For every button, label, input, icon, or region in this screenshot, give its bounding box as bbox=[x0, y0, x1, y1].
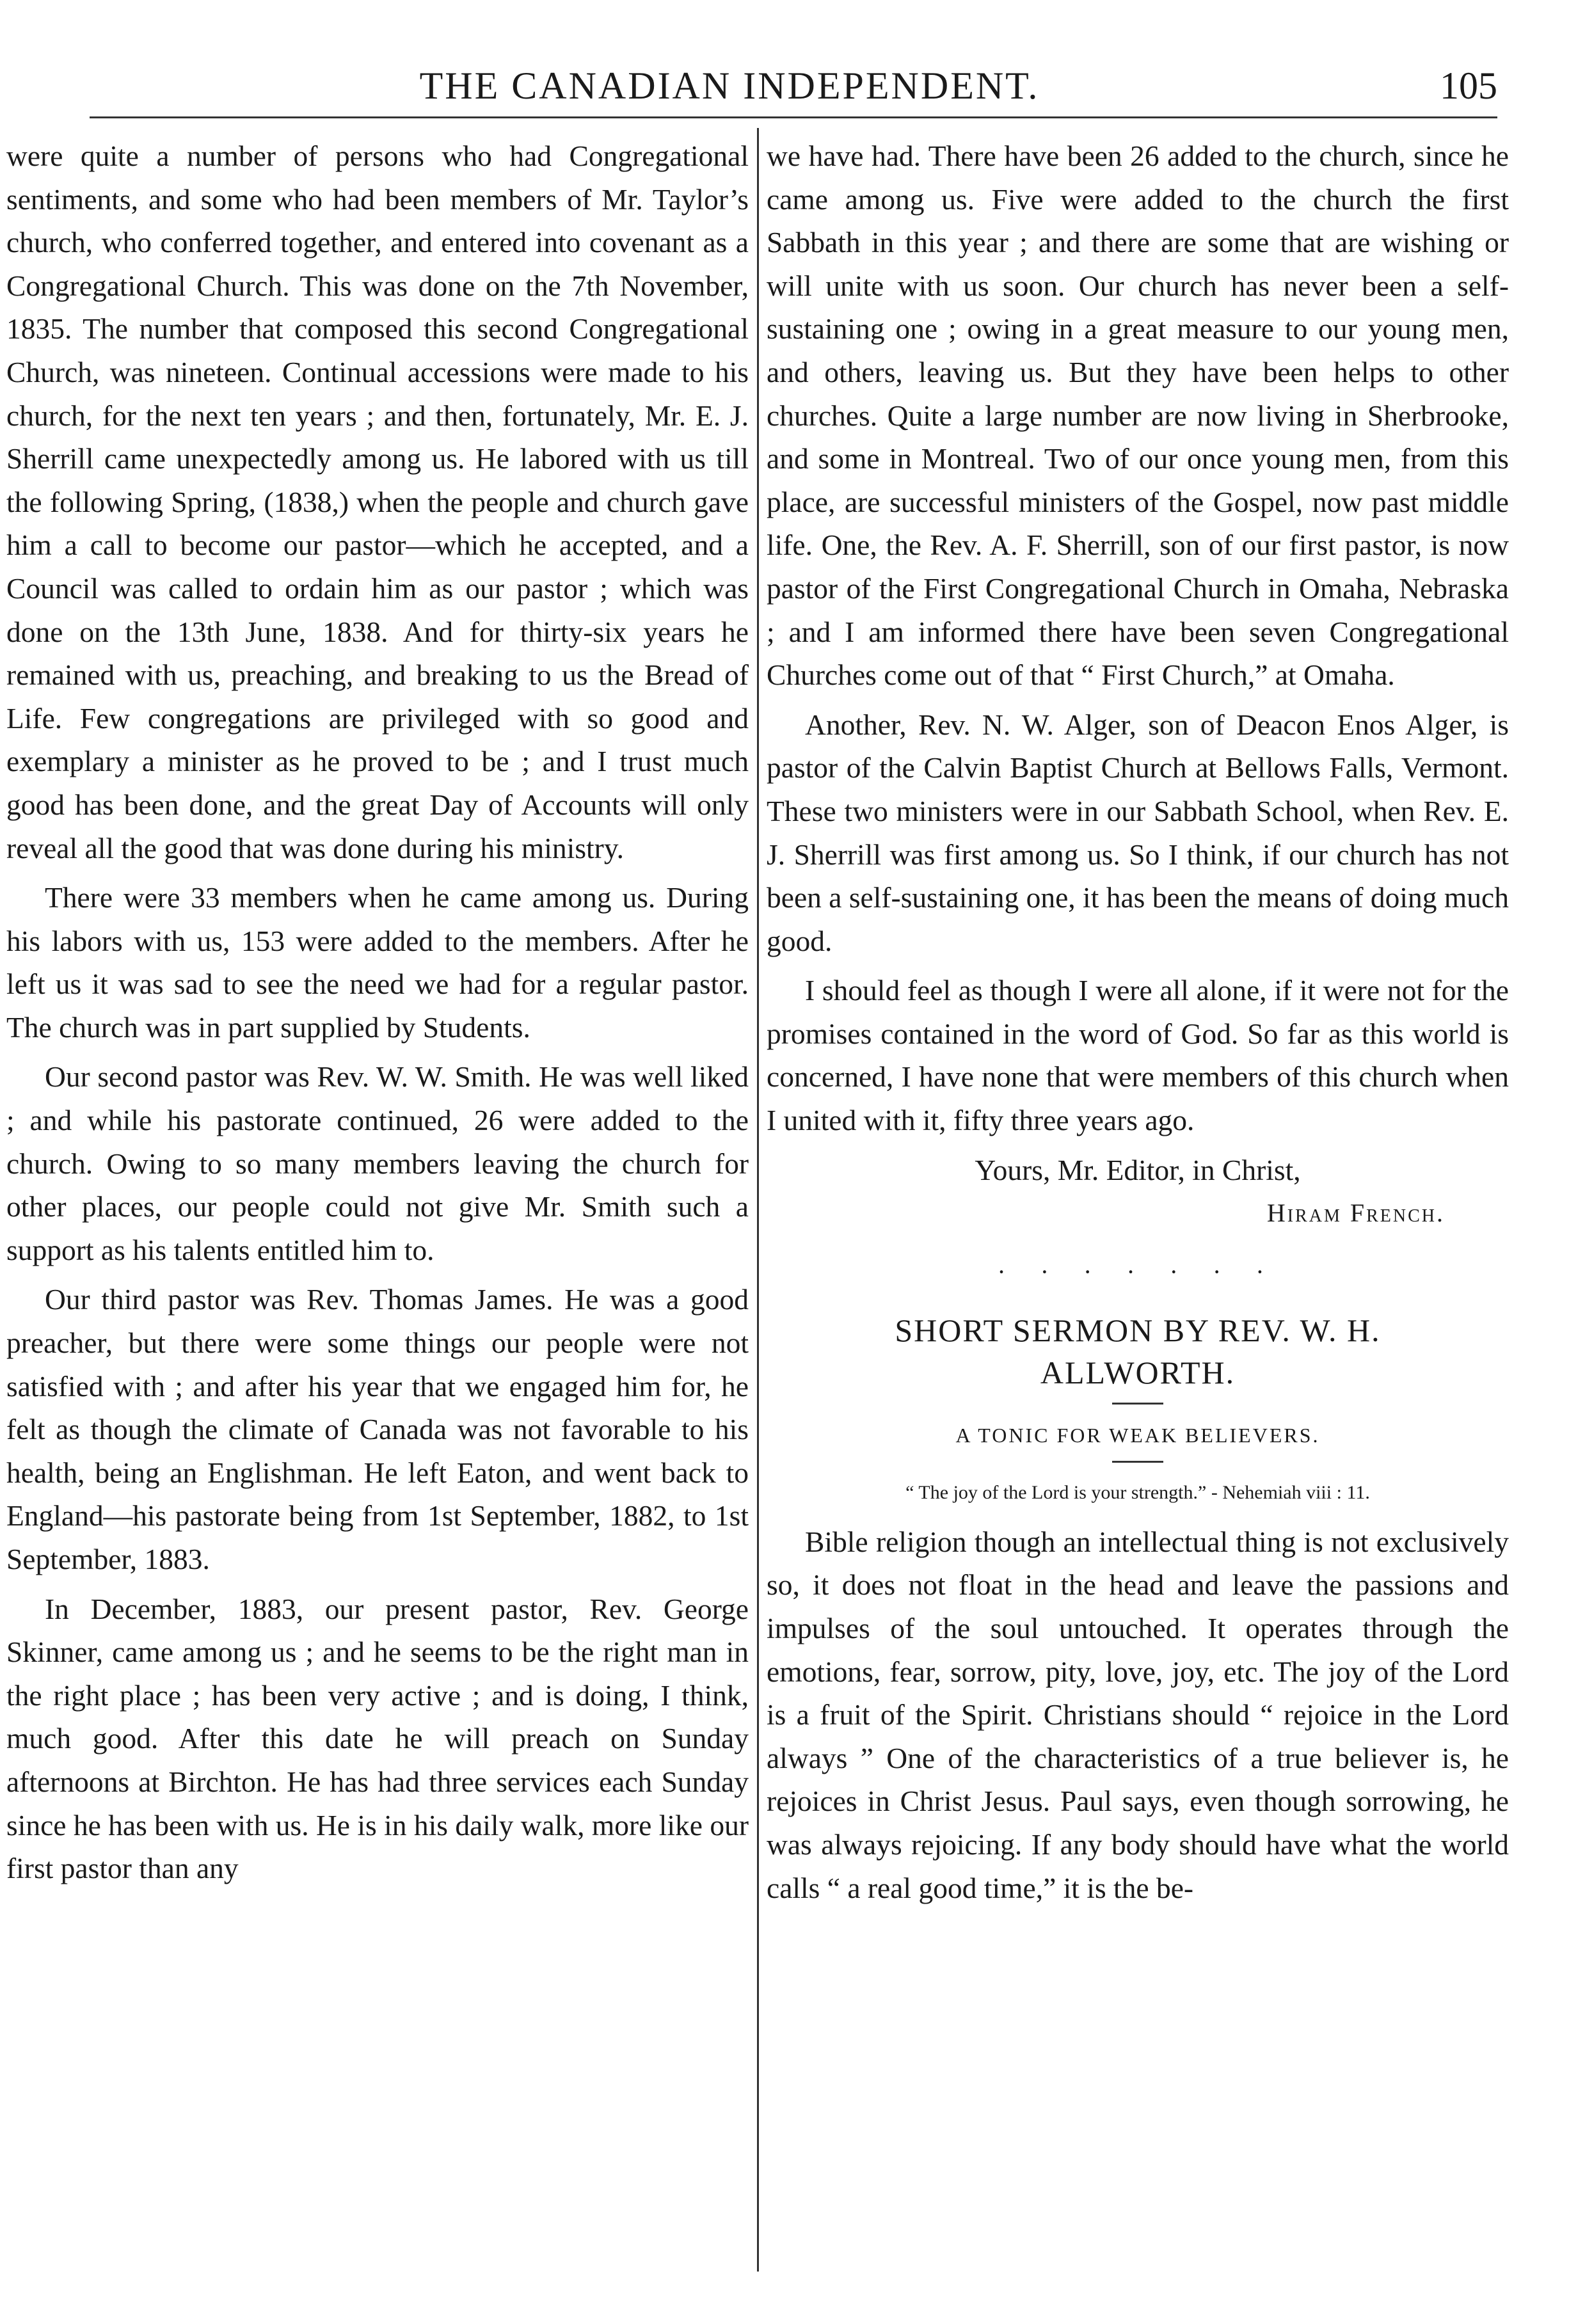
left-column bbox=[6, 134, 749, 1897]
paragraph: I should feel as though I were all alone, if it were not for the promises contained in the word of God. So far as this world is concerned, I have none that were members of this church when I united with it, fifty three years ago. bbox=[767, 974, 1509, 1137]
sermon-title-line: ALLWORTH. bbox=[1040, 1354, 1236, 1390]
sermon-title bbox=[767, 1309, 1509, 1394]
running-title: THE CANADIAN INDEPENDENT. bbox=[419, 65, 1040, 107]
page-number: 105 bbox=[1440, 65, 1497, 107]
paragraph: we have had. There have been 26 added to the church, since he came among us. Five were added to the church the first Sabbath in this year ; and there are some that are wishing or will unite with us soon. Our church has never been a self-sustaining one ; owing in a great measure to our young men, and others, leaving us. But they have been helps to other churches. Quite a large number are now living in Sherbrooke, and some in Montreal. Two of our once young men, from this place, are successful ministers of the Gospel, now past middle life. One, the Rev. A. F. Sherrill, son of our first pastor, is now pastor of the First Congregational Church in Omaha, Nebraska ; and I am informed there have been seven Congregational Churches come out of that “ First Church,” at Omaha. bbox=[767, 139, 1509, 692]
right-column bbox=[767, 134, 1509, 1916]
header-rule bbox=[90, 116, 1497, 118]
paragraph: In December, 1883, our present pastor, Rev. George Skinner, came among us ; and he seems to be the right man in the right place ; has been very active ; and is doing, I think, much good. After this date he will preach on Sunday afternoons at Birchton. He has had three services each Sunday since he has been with us. He is in his daily walk, more like our first pastor than any bbox=[6, 1592, 749, 1885]
sermon-title-line: SHORT SERMON BY REV. W. H. bbox=[895, 1312, 1381, 1348]
page-header bbox=[0, 64, 1585, 122]
title-rule bbox=[1112, 1403, 1163, 1405]
sermon-body: Bible religion though an intellectual thing is not exclusively so, it does not float in the head and leave the passions and impulses of the soul untouched. It operates through the emotions, fear, sorrow, pity, love, joy, etc. The joy of the Lord is a fruit of the Spirit. Christians should “ rejoice in the Lord always ” One of the characteristics of a true believer is, he rejoices in Christ Jesus. Paul says, even though sorrowing, he was always rejoicing. If any body should have what the world calls “ a real good time,” it is the be- bbox=[767, 1525, 1509, 1904]
paragraph: Another, Rev. N. W. Alger, son of Deacon Enos Alger, is pastor of the Calvin Baptist Church at Bellows Falls, Vermont. These two ministers were in our Sabbath School, when Rev. E. J. Sherrill was first among us. So I think, if our church has not been a self-sustaining one, it has been the means of doing much good. bbox=[767, 708, 1509, 957]
column-divider bbox=[757, 128, 759, 2272]
subtitle-rule bbox=[1112, 1461, 1163, 1463]
paragraph: There were 33 members when he came among us. During his labors with us, 153 were added to the members. After he left us it was sad to see the need we had for a regular pastor. The church was in part supplied by Students. bbox=[6, 881, 749, 1044]
paragraph: were quite a number of persons who had Congregational sentiments, and some who had been members of Mr. Taylor’s church, who conferred together, and entered into covenant as a Congregational Church. This was done on the 7th November, 1835. The number that composed this second Congregational Church, was nineteen. Continual accessions were made to his church, for the next ten years ; and then, fortunately, Mr. E. J. Sherrill came unexpectedly among us. He labored with us till the following Spring, (1838,) when the people and church gave him a call to become our pastor—which he accepted, and a Council was called to ordain him as our pastor ; which was done on the 13th June, 1838. And for thirty-six years he remained with us, preaching, and breaking to us the Bread of Life. Few congregations are privileged with so good and exemplary a minister as he proved to be ; and I trust much good has been done, and the great Day of Accounts will only reveal all the good that was done during his ministry. bbox=[6, 139, 749, 864]
sermon-subtitle: A TONIC FOR WEAK BELIEVERS. bbox=[955, 1423, 1320, 1447]
sermon-epigraph: “ The joy of the Lord is your strength.” - Nehemiah viii : 11. bbox=[905, 1481, 1370, 1503]
paragraph: Our second pastor was Rev. W. W. Smith. He was well liked ; and while his pastorate continued, 26 were added to the church. Owing to so many members leaving the church for other places, our people could not give Mr. Smith such a support as his talents entitled him to. bbox=[6, 1060, 749, 1266]
letter-signature: Hiram French. bbox=[1266, 1198, 1445, 1228]
section-separator: · · · · · · · bbox=[997, 1257, 1278, 1286]
paragraph: Our third pastor was Rev. Thomas James. He was a good preacher, but there were some things our people were not satisfied with ; and after his year that we engaged him for, he felt as though the climate of Canada was not favorable to his health, being an Englishman. He left Eaton, and went back to England—his pastorate being from 1st September, 1882, to 1st September, 1883. bbox=[6, 1283, 749, 1575]
letter-closing: Yours, Mr. Editor, in Christ, bbox=[975, 1153, 1301, 1186]
